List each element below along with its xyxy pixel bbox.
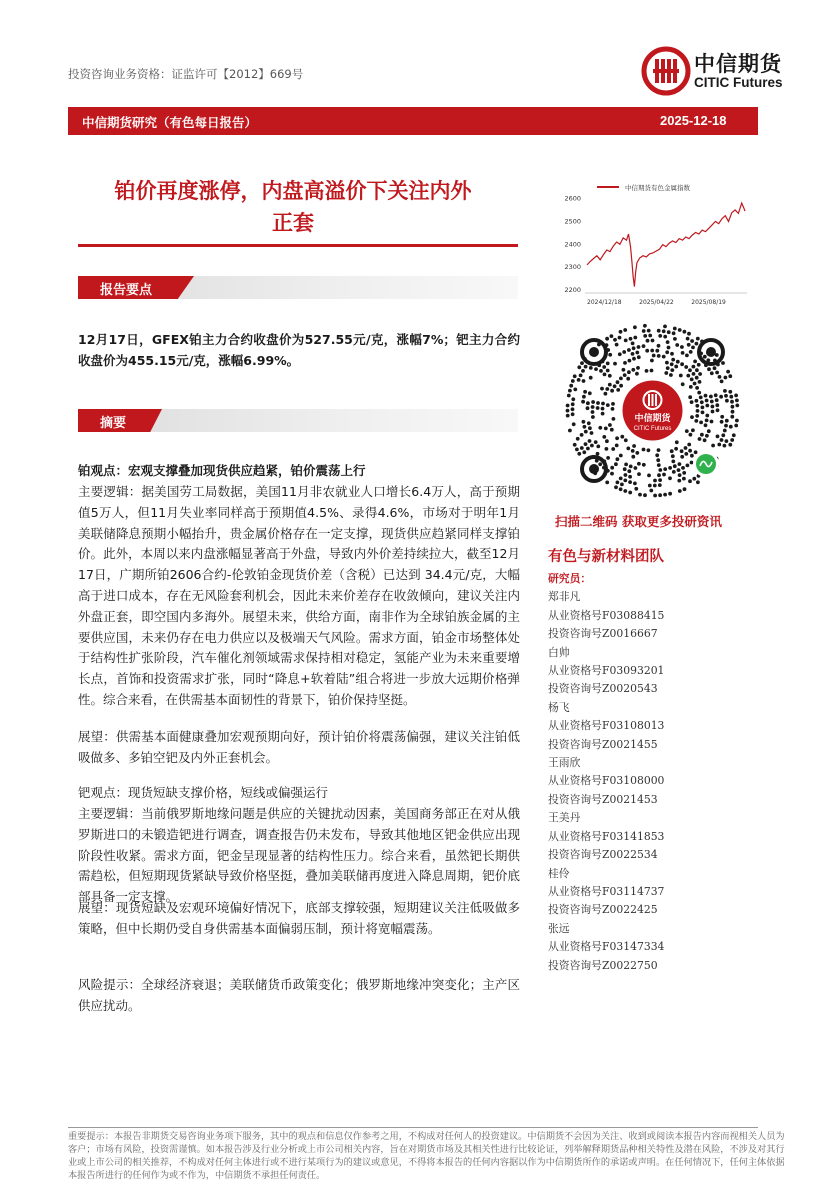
legend-label: 中信期货有色金属指数 (625, 184, 690, 192)
team-member-line: 白帅 (548, 645, 570, 659)
platinum-outlook: 展望：供需基本面健康叠加宏观预期向好，预计铂价将震荡偏强，建议关注铂低吸做多、多铂空钯及内外正套机会。 (78, 729, 520, 765)
qr-logo-en: CITIC Futures (633, 426, 672, 432)
title-underline (78, 244, 518, 247)
team-member-line: 从业资格号F03108013 (548, 719, 665, 733)
palladium-logic: 主要逻辑：当前俄罗斯地缘问题是供应的关键扰动因素，美国商务部正在对从俄罗斯进口的未锻造钯进行调查，调查报告仍未发布，导致其他地区钯金供应出现阶段性收紧。需求方面，钯金呈现显著的结构性压力。综合来看，虽然钯长期供需趋松，但短期现货紧缺导致价格坚挺，叠加美联储再度进入降息周期，钯价底部具备一定支撑。 (78, 806, 520, 905)
y-tick-label: 2500 (564, 217, 581, 226)
y-tick-label: 2300 (564, 263, 581, 272)
key-points-label: 报告要点 (100, 283, 153, 298)
x-tick-label: 2025/04/22 (639, 299, 674, 306)
team-member-line: 从业资格号F03108000 (548, 774, 665, 788)
team-title: 有色与新材料团队 (548, 549, 664, 565)
title-line-2: 正套 (272, 211, 314, 235)
index-line-chart (555, 180, 750, 310)
logo-english: CITIC Futures (694, 75, 783, 90)
team-member-line: 从业资格号F03141853 (548, 829, 665, 843)
risk-warning: 风险提示：全球经济衰退；美联储货币政策变化；俄罗斯地缘冲突变化；主产区供应扰动。 (78, 977, 520, 1013)
team-role: 研究员： (548, 572, 592, 585)
disclaimer-divider (68, 1127, 758, 1128)
key-points-text: 12月17日，GFEX铂主力合约收盘价为527.55元/克，涨幅7%；钯主力合约收盘价为455.15元/克，涨幅6.99%。 (78, 332, 520, 368)
team-member-line: 投资咨询号Z0021453 (548, 792, 658, 806)
team-member-line: 投资咨询号Z0020543 (548, 682, 658, 696)
report-date: 2025-12-18 (660, 113, 727, 128)
report-title (68, 175, 518, 239)
platinum-logic: 主要逻辑：据美国劳工局数据，美国11月非农就业人口增长6.4万人，高于预期值5万人，但11月失业率同样高于预期值4.5%、录得4.6%，市场对于明年1月美联储降息预期小幅抬升，贵金属价格存在一定支撑，现货供应趋紧同样支撑铂价。此外，本周以来内盘涨幅显著高于外盘，导致内外价差持续拉大，截至12月17日，广期所铂2606合约-伦敦铂金现货价差（含税）已达到 34.4元/克，大幅高于进口成本，存在无风险套利机会，因此未来价差存在收敛倾向，建议关注内外盘正套，即空国内多海外。展望未来，供给方面，南非作为全球铂族金属的主要供应国，未来仍存在电力供应以及极端天气风险。需求方面，铂金市场整体处于结构性扩张阶段，汽车催化剂领域需求保持相对稳定，氢能产业为未来重要增长点，首饰和投资需求扩张，同时“降息+软着陆”组合将进一步放大远期价格弹性。综合来看，在供需基本面韧性的背景下，铂价保持坚挺。 (78, 484, 520, 707)
team-member-line: 投资咨询号Z0022534 (548, 848, 658, 862)
team-member-list (548, 570, 664, 975)
team-member-line: 王美丹 (548, 811, 581, 825)
qr-caption: 扫描二维码 获取更多投研资讯 (555, 514, 722, 529)
team-member-line: 张远 (548, 921, 570, 935)
x-tick-label: 2025/08/19 (691, 299, 726, 306)
y-tick-label: 2400 (564, 240, 581, 249)
index-series-line (587, 203, 745, 287)
disclaimer: 重要提示：本报告非期货交易咨询业务项下服务，其中的观点和信息仅作参考之用，不构成对任何人的投资建议。中信期货不会因为关注、收到或阅读本报告内容而视相关人员为客户；市场有风险，投资需谨慎。如本报告涉及行业分析或上市公司相关内容，旨在对期货市场及其相关性进行比较论证，列举解释期货品种相关特性及潜在风险，不涉及对其行业或上市公司的相关推荐，不构成对任何主体进行或不进行某项行为的建议或意见，不得将本报告的任何内容据以作为中信期货所作的承诺或声明。在任何情况下，任何主体依据本报告所进行的任何作为或不作为，中信期货不承担任何责任。 (68, 1131, 785, 1181)
qr-logo-zh: 中信期货 (634, 414, 671, 424)
team-member-line: 从业资格号F03147334 (548, 940, 665, 954)
team-member-line: 杨飞 (548, 700, 570, 714)
qr-code[interactable] (560, 318, 745, 503)
y-tick-label: 2600 (564, 194, 581, 203)
team-member-line: 投资咨询号Z0021455 (548, 737, 658, 751)
title-line-1: 铂价再度涨停，内盘高溢价下关注内外 (114, 179, 472, 203)
team-member-line: 王雨欣 (548, 756, 581, 770)
team-member-line: 从业资格号F03093201 (548, 664, 665, 678)
team-member-line: 从业资格号F03088415 (548, 608, 665, 622)
team-member-line: 投资咨询号Z0016667 (548, 627, 658, 641)
palladium-heading: 钯观点：现货短缺支撑价格，短线或偏强运行 (78, 785, 329, 800)
palladium-outlook: 展望：现货短缺及宏观环境偏好情况下，底部支撑较强，短期建议关注低吸做多策略，但中长期仍受自身供需基本面偏弱压制，预计将宽幅震荡。 (78, 900, 520, 936)
citic-logo-icon (641, 46, 691, 96)
license-text: 投资咨询业务资格：证监许可【2012】669号 (68, 67, 304, 81)
logo-chinese: 中信期货 (694, 52, 782, 76)
platinum-heading: 铂观点：宏观支撑叠加现货供应趋紧，铂价震荡上行 (78, 463, 366, 478)
team-member-line: 郑非凡 (548, 590, 581, 604)
report-series: 中信期货研究（有色每日报告） (82, 115, 258, 130)
team-member-line: 投资咨询号Z0022425 (548, 903, 658, 917)
team-member-line: 桂伶 (548, 866, 570, 880)
x-tick-label: 2024/12/18 (587, 299, 622, 306)
team-member-line: 投资咨询号Z0022750 (548, 958, 658, 972)
summary-label: 摘要 (100, 416, 127, 431)
team-member-line: 从业资格号F03114737 (548, 884, 665, 898)
y-tick-label: 2200 (564, 286, 581, 294)
